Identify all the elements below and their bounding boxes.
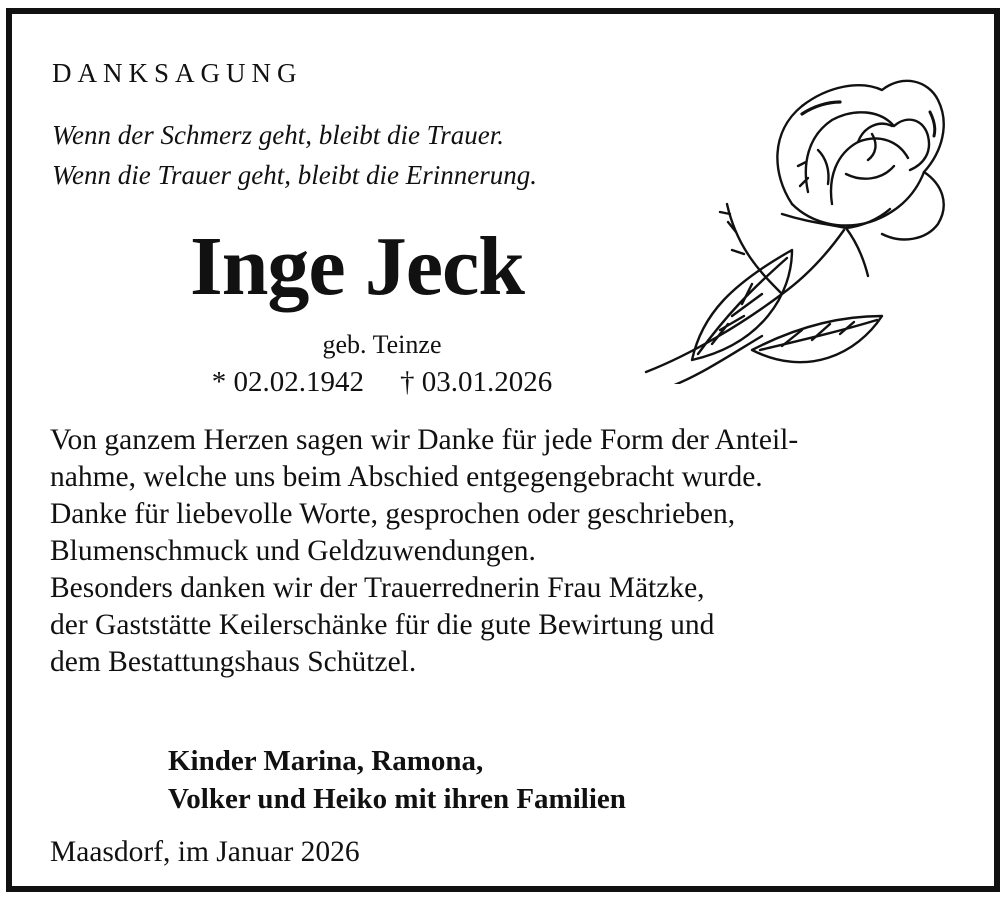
thank-you-text (50, 422, 970, 681)
body-line: dem Bestattungshaus Schützel. (50, 646, 417, 678)
body-line: der Gaststätte Keilerschänke für die gute Bewirtung und (50, 609, 715, 641)
motto-line-2: Wenn die Trauer geht, bleibt die Erinnerung. (52, 160, 537, 190)
body-line: Blumenschmuck und Geldzuwendungen. (50, 535, 536, 567)
body-line: Besonders danken wir der Trauerrednerin Frau Mätzke, (50, 572, 705, 604)
family-signature (168, 742, 626, 818)
body-line: Von ganzem Herzen sagen wir Danke für jede Form der Anteil- (50, 424, 799, 456)
obituary-notice (6, 8, 1000, 892)
signature-line: Volker und Heiko mit ihren Familien (168, 783, 626, 815)
birth-date: * 02.02.1942 (211, 366, 364, 398)
rose-icon (632, 54, 952, 384)
body-line: Danke für liebevolle Worte, gesprochen oder geschrieben, (50, 498, 736, 530)
motto-line-1: Wenn der Schmerz geht, bleibt die Trauer. (52, 120, 504, 150)
signature-line: Kinder Marina, Ramona, (168, 745, 484, 777)
place-and-date: Maasdorf, im Januar 2026 (50, 836, 360, 868)
death-date: † 03.01.2026 (400, 366, 553, 398)
deceased-name: Inge Jeck (190, 220, 524, 313)
notice-heading: DANKSAGUNG (52, 58, 303, 88)
maiden-name: geb. Teinze (322, 330, 442, 359)
body-line: nahme, welche uns beim Abschied entgegengebracht wurde. (50, 461, 763, 493)
